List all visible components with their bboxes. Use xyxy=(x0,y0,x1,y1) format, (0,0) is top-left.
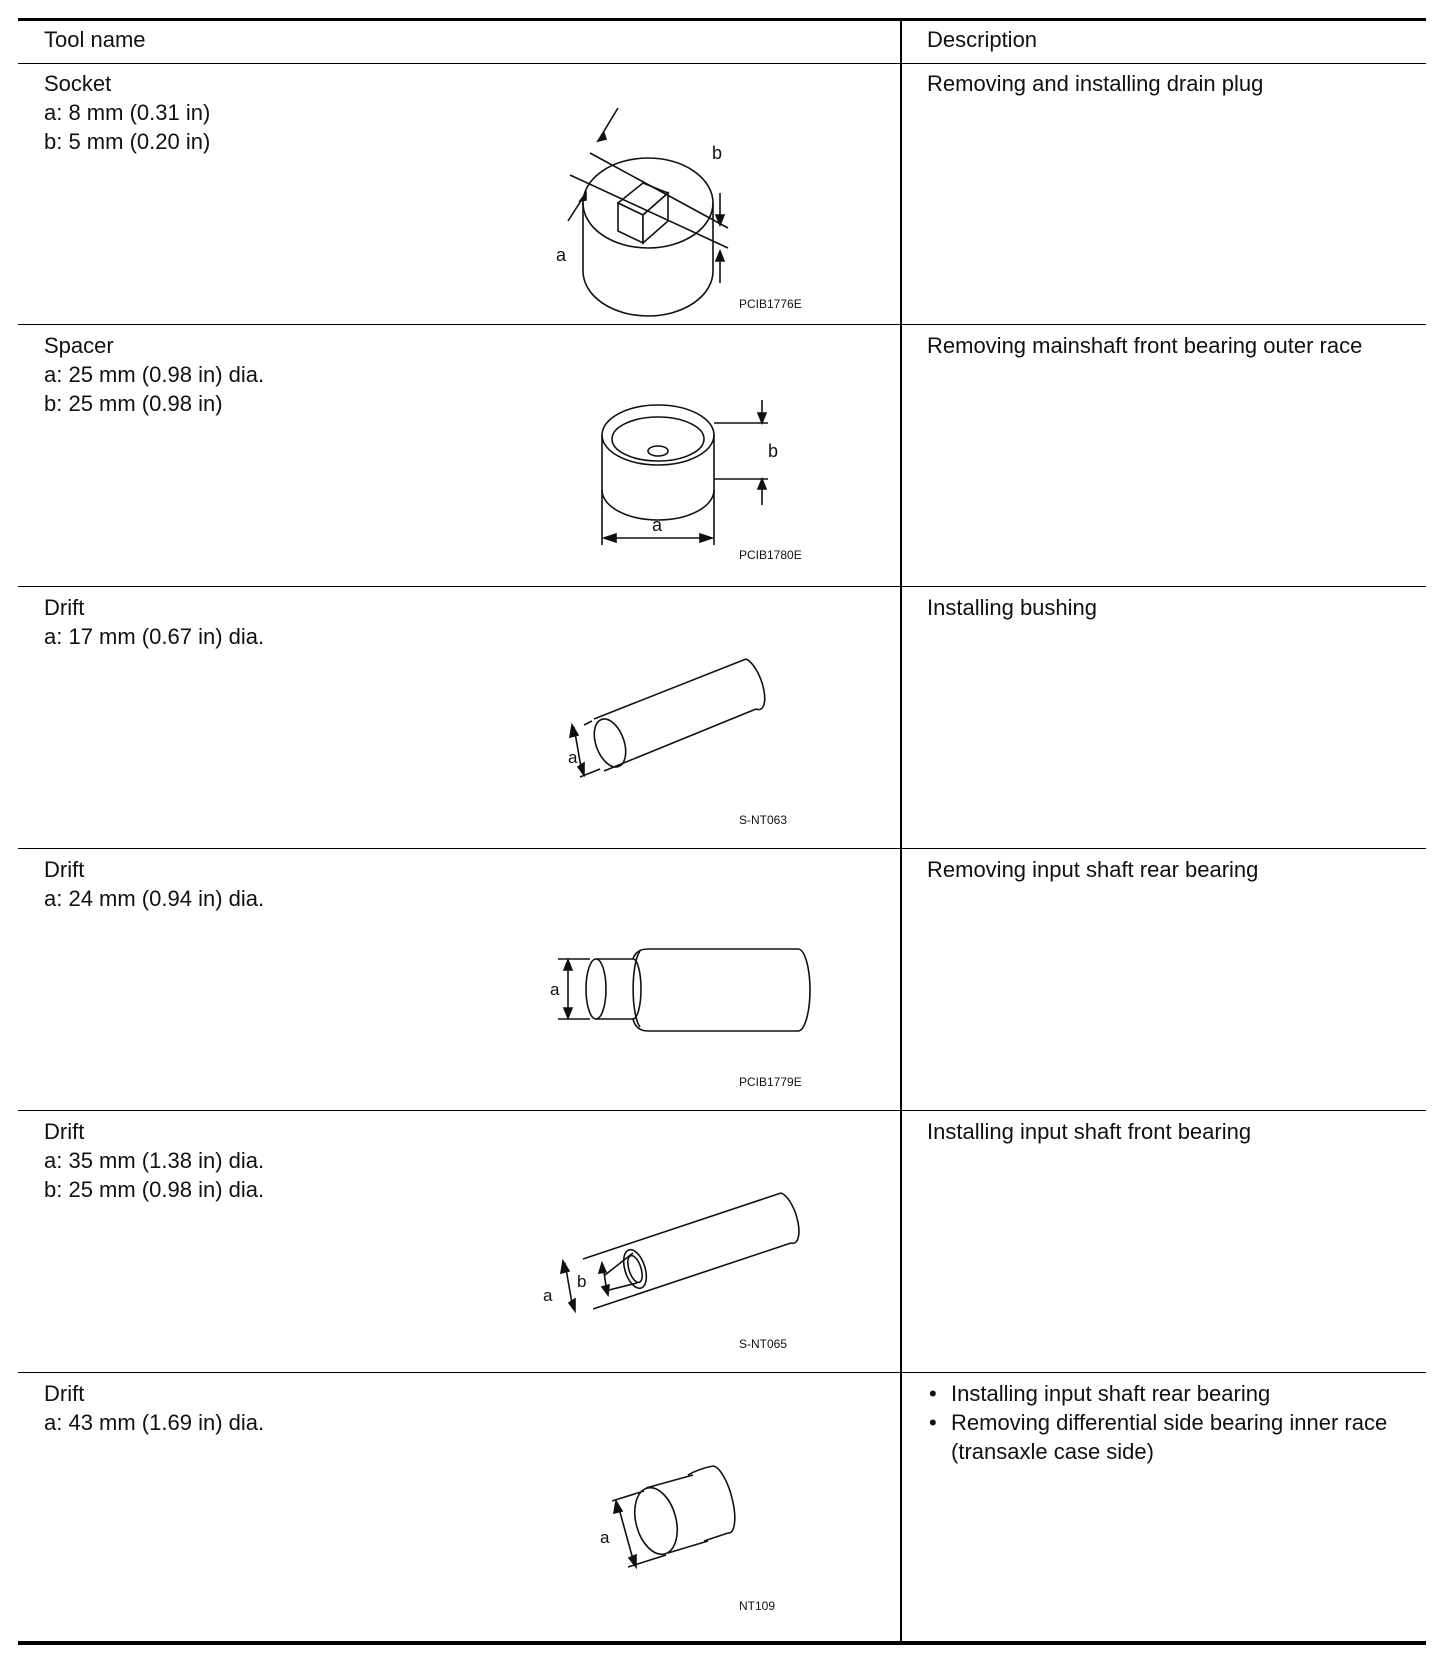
table-row xyxy=(18,587,1426,849)
description-cell: Installing bushing xyxy=(927,595,1098,620)
description-cell: Removing and installing drain plug xyxy=(927,71,1264,96)
table-row xyxy=(18,1111,1426,1373)
table-header xyxy=(18,21,1426,64)
tool-name: Drift xyxy=(44,1119,85,1144)
tool-cell xyxy=(44,593,264,651)
label-b: b xyxy=(712,143,723,163)
spacer-illustration xyxy=(588,385,808,565)
label-a: a xyxy=(600,1528,610,1547)
tool-spec: b: 5 mm (0.20 in) xyxy=(44,129,211,154)
tool-cell xyxy=(44,1117,264,1204)
tool-spec: a: 35 mm (1.38 in) dia. xyxy=(44,1148,265,1173)
column-divider xyxy=(900,21,902,1641)
description-list xyxy=(927,1379,1407,1466)
tool-spec: b: 25 mm (0.98 in) dia. xyxy=(44,1177,265,1202)
figure-code: S-NT065 xyxy=(739,1337,788,1351)
table-row xyxy=(18,1373,1426,1635)
header-tool-name: Tool name xyxy=(44,27,146,52)
figure-code: NT109 xyxy=(739,1599,776,1613)
tool-name: Socket xyxy=(44,71,112,96)
tool-spec: a: 17 mm (0.67 in) dia. xyxy=(44,624,265,649)
tool-name: Drift xyxy=(44,1381,85,1406)
figure-code: S-NT063 xyxy=(739,813,788,827)
label-a: a xyxy=(543,1286,553,1305)
figure-code: PCIB1780E xyxy=(739,548,802,562)
drift-illustration xyxy=(598,1463,778,1583)
table-row xyxy=(18,849,1426,1111)
label-a: a xyxy=(568,748,578,767)
header-description: Description xyxy=(927,27,1038,52)
label-a: a xyxy=(652,515,663,535)
tool-cell xyxy=(44,855,264,913)
list-item: • Removing differential side bearing inner race (transaxle case side) xyxy=(927,1408,1407,1466)
tool-spec: a: 8 mm (0.31 in) xyxy=(44,100,211,125)
tool-name: Drift xyxy=(44,595,85,620)
list-item: • Installing input shaft rear bearing xyxy=(927,1379,1407,1408)
description-cell xyxy=(927,1379,1407,1466)
description-cell: Removing mainshaft front bearing outer race xyxy=(927,333,1363,358)
table-row xyxy=(18,63,1426,325)
label-b: b xyxy=(768,441,779,461)
tool-name: Drift xyxy=(44,857,85,882)
description-cell: Removing input shaft rear bearing xyxy=(927,857,1259,882)
description-cell: Installing input shaft front bearing xyxy=(927,1119,1252,1144)
tool-name: Spacer xyxy=(44,333,114,358)
figure-code: PCIB1776E xyxy=(739,297,802,311)
label-a: a xyxy=(556,245,567,265)
label-a: a xyxy=(550,980,560,999)
tool-cell xyxy=(44,1379,264,1437)
drift-illustration xyxy=(558,657,808,797)
tool-spec: a: 24 mm (0.94 in) dia. xyxy=(44,886,265,911)
tool-spec: b: 25 mm (0.98 in) xyxy=(44,391,223,416)
label-b: b xyxy=(577,1272,587,1291)
drift-illustration xyxy=(543,1191,833,1331)
tool-spec: a: 43 mm (1.69 in) dia. xyxy=(44,1410,265,1435)
socket-illustration xyxy=(558,103,798,313)
table-bottom-rule xyxy=(18,1641,1426,1645)
tool-spec: a: 25 mm (0.98 in) dia. xyxy=(44,362,265,387)
tool-cell xyxy=(44,69,210,156)
table-row xyxy=(18,325,1426,587)
figure-code: PCIB1779E xyxy=(739,1075,802,1089)
drift-illustration xyxy=(528,939,828,1059)
tool-cell xyxy=(44,331,264,418)
